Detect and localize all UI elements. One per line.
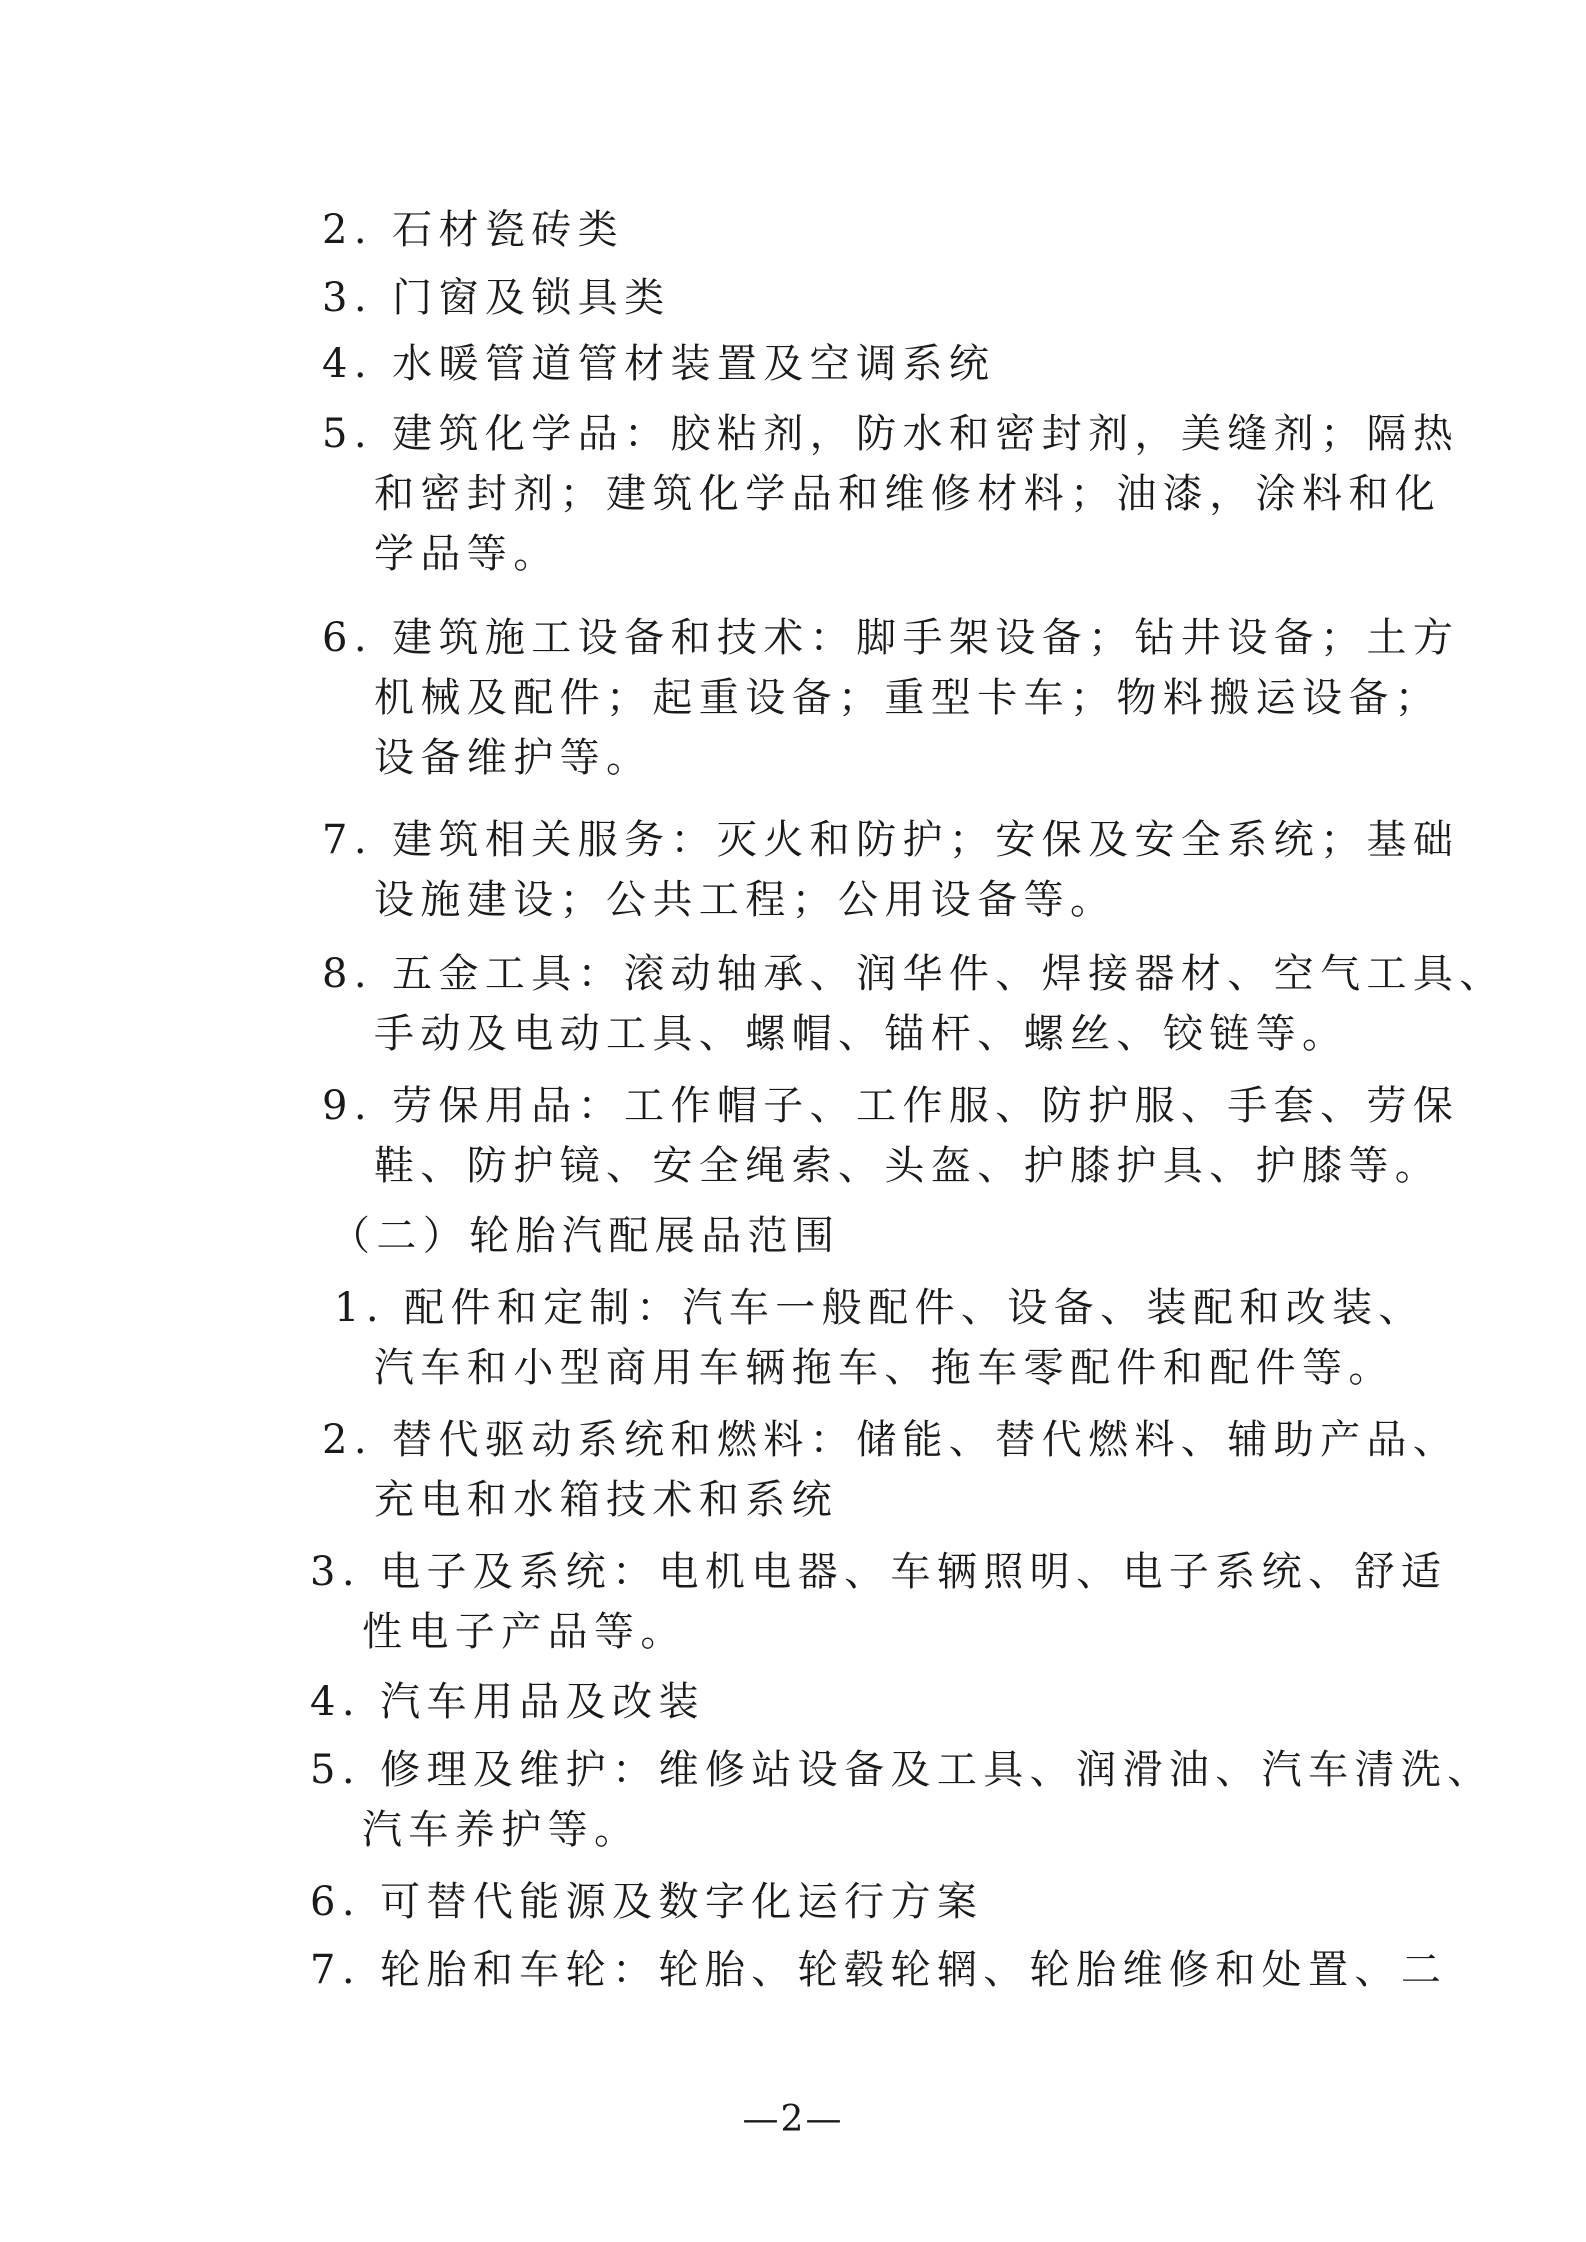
item-line: 4. 汽车用品及改装	[310, 1679, 705, 1725]
item-line: 汽车养护等。	[362, 1807, 641, 1853]
item-line: 3. 门窗及锁具类	[322, 275, 671, 321]
item-line: 汽车和小型商用车辆拖车、拖车零配件和配件等。	[374, 1345, 1395, 1391]
item-line: 学品等。	[374, 531, 560, 577]
item-line: 1. 配件和定制：汽车一般配件、设备、装配和改装、	[334, 1285, 1425, 1331]
item-line: 5. 修理及维护：维修站设备及工具、润滑油、汽车清洗、	[310, 1747, 1494, 1793]
item-line: 7. 轮胎和车轮：轮胎、轮毂轮辋、轮胎维修和处置、二	[310, 1947, 1448, 1993]
item-line: 鞋、防护镜、安全绳索、头盔、护膝护具、护膝等。	[374, 1143, 1442, 1189]
item-line: 9. 劳保用品：工作帽子、工作服、防护服、手套、劳保	[322, 1083, 1460, 1129]
section-heading-text: （二）轮胎汽配展品范围	[330, 1213, 841, 1259]
item-line: 7. 建筑相关服务：灭火和防护；安保及安全系统；基础	[322, 817, 1460, 863]
item-line: 设施建设；公共工程；公用设备等。	[374, 877, 1117, 923]
item-line: 6. 可替代能源及数字化运行方案	[310, 1879, 984, 1925]
item-line: 设备维护等。	[374, 735, 653, 781]
item-line: 2. 石材瓷砖类	[322, 207, 625, 253]
item-line: 4. 水暖管道管材装置及空调系统	[322, 341, 996, 387]
item-line: 性电子产品等。	[362, 1609, 687, 1655]
item-line: 手动及电动工具、螺帽、锚杆、螺丝、铰链等。	[374, 1011, 1349, 1057]
page-number: —2—	[742, 2099, 844, 2140]
item-line: 2. 替代驱动系统和燃料：储能、替代燃料、辅助产品、	[322, 1417, 1460, 1463]
item-line: 机械及配件；起重设备；重型卡车；物料搬运设备；	[374, 675, 1442, 721]
item-line: 8. 五金工具：滚动轴承、润华件、焊接器材、空气工具、	[322, 951, 1506, 997]
item-line: 充电和水箱技术和系统	[374, 1477, 838, 1523]
item-line: 和密封剂；建筑化学品和维修材料；油漆，涂料和化	[374, 471, 1442, 517]
item-line: 5. 建筑化学品：胶粘剂，防水和密封剂，美缝剂；隔热	[322, 411, 1460, 457]
item-line: 3. 电子及系统：电机电器、车辆照明、电子系统、舒适	[310, 1549, 1448, 1595]
item-line: 6. 建筑施工设备和技术：脚手架设备；钻井设备；土方	[322, 615, 1460, 661]
